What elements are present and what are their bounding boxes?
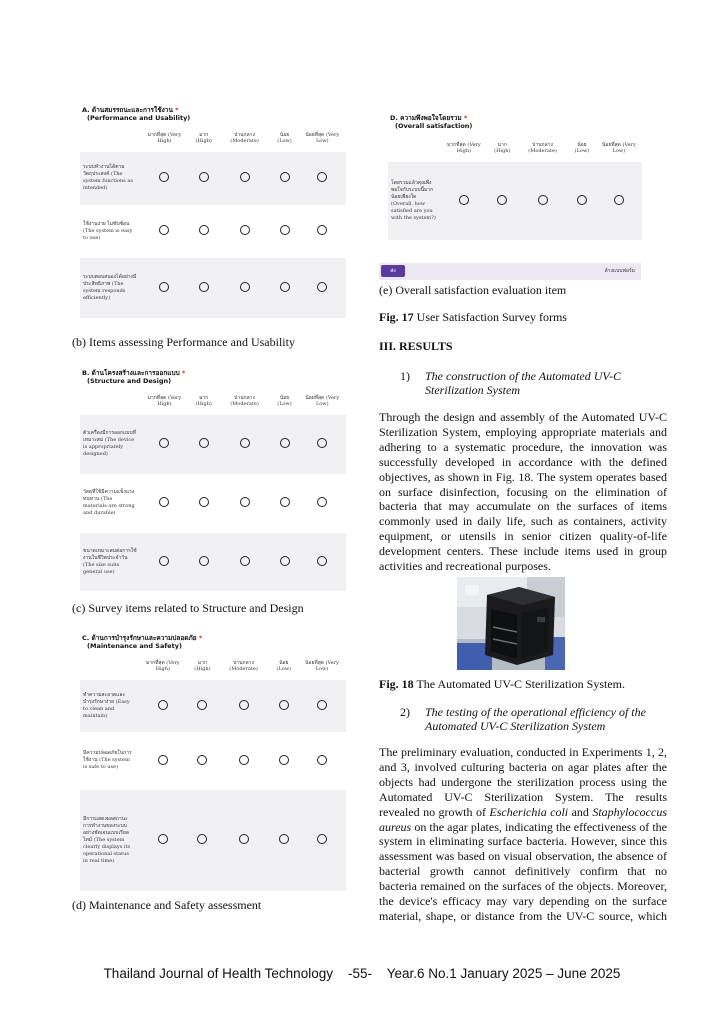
text-line: assessment was based on visual observation, the absence of bbox=[379, 849, 667, 864]
grid-row bbox=[80, 150, 346, 206]
radio-button[interactable] bbox=[159, 282, 169, 292]
text-line: objectives, as shown in Fig. 18. The system operates based bbox=[379, 469, 667, 484]
scale-header: มาก (High) bbox=[195, 395, 212, 408]
radio-button[interactable] bbox=[159, 172, 169, 182]
radio-button[interactable] bbox=[240, 172, 250, 182]
subsection-heading-1: 1) The construction of the Automated UV-C Sterilization System bbox=[400, 369, 622, 397]
text-line: successfully developed in accordance with the defined bbox=[379, 454, 667, 469]
text-line: bacteria remained on the surfaces of the objects. Moreover, bbox=[379, 879, 667, 894]
grid-row bbox=[80, 733, 346, 788]
radio-button[interactable] bbox=[199, 225, 209, 235]
grid-header-row bbox=[80, 130, 346, 150]
text-line: Automated UV-C Sterilization System. The results bbox=[379, 789, 667, 804]
radio-button[interactable] bbox=[240, 282, 250, 292]
scale-header: ปานกลาง (Moderate) bbox=[229, 660, 258, 673]
rating-grid bbox=[80, 658, 346, 891]
radio-button[interactable] bbox=[159, 225, 169, 235]
grid-row-label: ขนาดเหมาะสมต่อการใช้งานในชีวิตประจำวัน (The size suits general use) bbox=[80, 531, 140, 591]
form-title: B. ด้านโครงสร้างและการออกแบบ * (Structure and Design) bbox=[82, 369, 186, 386]
grid-row-label: วัสดุที่ใช้มีความแข็งแรง ทนทาน (The materials are strong and durable) bbox=[80, 475, 140, 531]
radio-button[interactable] bbox=[158, 755, 168, 765]
radio-button[interactable] bbox=[317, 700, 327, 710]
survey-form-overall bbox=[388, 112, 642, 244]
text-line: the device's efficacy may vary depending on the surface bbox=[379, 894, 667, 909]
scale-header: น้อย (Low) bbox=[574, 142, 590, 155]
radio-button[interactable] bbox=[199, 282, 209, 292]
form-subtitle: (Structure and Design) bbox=[87, 377, 172, 386]
text-line: on surface disinfection, focusing on the elimination of bbox=[379, 484, 667, 499]
radio-button[interactable] bbox=[240, 438, 250, 448]
radio-button[interactable] bbox=[158, 700, 168, 710]
radio-button[interactable] bbox=[317, 556, 327, 566]
radio-button[interactable] bbox=[280, 438, 290, 448]
grid-row-label: ทำความสะอาดและบำรุงรักษาง่าย (Easy to clean and maintain) bbox=[80, 678, 138, 733]
scale-header: ปานกลาง (Moderate) bbox=[528, 142, 557, 155]
submit-button[interactable]: ส่ง bbox=[381, 265, 405, 277]
radio-button[interactable] bbox=[240, 556, 250, 566]
caption-c: (c) Survey items related to Structure and Design bbox=[72, 601, 304, 615]
grid-row bbox=[80, 531, 346, 591]
scale-header: ปานกลาง (Moderate) bbox=[230, 132, 259, 145]
paragraph-testing bbox=[379, 745, 667, 924]
grid-row-label: ระบบทำงานได้ตามวัตถุประสงค์ (The system functions as intended) bbox=[80, 150, 140, 206]
scale-header: น้อยที่สุด (Very Low) bbox=[305, 660, 339, 673]
grid-row bbox=[388, 160, 642, 240]
text-line: activities and recreational purposes. bbox=[379, 559, 551, 574]
scale-header: มากที่สุด (Very High) bbox=[145, 660, 180, 673]
radio-button[interactable] bbox=[317, 282, 327, 292]
radio-button[interactable] bbox=[240, 497, 250, 507]
scale-header: มากที่สุด (Very High) bbox=[447, 142, 481, 155]
radio-button[interactable] bbox=[280, 282, 290, 292]
grid-row-label: ระบบตอบสนองได้อย่างมีประสิทธิภาพ (The system responds efficiently) bbox=[80, 256, 140, 318]
grid-header-row bbox=[388, 140, 642, 160]
text-line: system in eliminating surface bacteria. However, since this bbox=[379, 834, 667, 849]
radio-button[interactable] bbox=[577, 195, 587, 205]
rating-grid bbox=[80, 130, 346, 318]
radio-button[interactable] bbox=[614, 195, 624, 205]
caption-e: (e) Overall satisfaction evaluation item bbox=[379, 283, 567, 297]
text-line: material, shape, or distance from the UV-C source, which bbox=[379, 908, 667, 923]
caption-b: (b) Items assessing Performance and Usability bbox=[72, 335, 295, 349]
scale-header: น้อยที่สุด (Very Low) bbox=[305, 132, 340, 145]
radio-button[interactable] bbox=[240, 225, 250, 235]
grid-header-row bbox=[80, 658, 346, 678]
text-line: adhering to a systematic procedure, the innovation was bbox=[379, 439, 667, 454]
scale-header: ปานกลาง (Moderate) bbox=[230, 395, 259, 408]
text-line: bacterial growth cannot definitively confirm that no bbox=[379, 864, 667, 879]
page-footer: Thailand Journal of Health Technology -55- Year.6 No.1 January 2025 – June 2025 bbox=[103, 966, 621, 981]
radio-button[interactable] bbox=[159, 497, 169, 507]
figure-17-caption: Fig. 17 User Satisfaction Survey forms bbox=[379, 310, 567, 324]
survey-form-performance bbox=[80, 100, 346, 328]
text-line: Sterilization System, employing appropriate materials and bbox=[379, 424, 667, 439]
grid-row bbox=[80, 788, 346, 891]
radio-button[interactable] bbox=[317, 172, 327, 182]
scale-header: มากที่สุด (Very High) bbox=[147, 395, 182, 408]
radio-button[interactable] bbox=[239, 834, 249, 844]
text-line: development centers. These include items used in group bbox=[379, 544, 667, 559]
radio-button[interactable] bbox=[317, 438, 327, 448]
radio-button[interactable] bbox=[497, 195, 507, 205]
radio-button[interactable] bbox=[158, 834, 168, 844]
grid-header-row bbox=[80, 393, 346, 413]
grid-row bbox=[80, 256, 346, 318]
radio-button[interactable] bbox=[280, 172, 290, 182]
grid-row bbox=[80, 475, 346, 531]
section-heading: III. RESULTS bbox=[379, 339, 453, 353]
radio-button[interactable] bbox=[317, 225, 327, 235]
grid-row-label: มีความปลอดภัยในการใช้งาน (The system is safe to use) bbox=[80, 733, 138, 788]
radio-button[interactable] bbox=[279, 755, 289, 765]
clear-form-link[interactable]: ล้างแบบฟอร์ม bbox=[604, 268, 635, 274]
radio-button[interactable] bbox=[197, 700, 207, 710]
radio-button[interactable] bbox=[197, 834, 207, 844]
radio-button[interactable] bbox=[199, 172, 209, 182]
radio-button[interactable] bbox=[317, 755, 327, 765]
radio-button[interactable] bbox=[197, 755, 207, 765]
scale-header: มาก (High) bbox=[494, 142, 511, 155]
text-line: equipment, or utensils in senior citizen quality-of-life bbox=[379, 529, 667, 544]
survey-form-maintenance bbox=[80, 628, 346, 894]
form-subtitle: (Overall satisfaction) bbox=[395, 122, 473, 131]
text-line: Through the design and assembly of the Automated UV-C bbox=[379, 410, 667, 424]
rating-grid bbox=[80, 393, 346, 591]
radio-button[interactable] bbox=[459, 195, 469, 205]
text-line: revealed no growth of Escherichia coli and Staphylococcus bbox=[379, 804, 667, 819]
form-title: D. ความพึงพอใจโดยรวม * (Overall satisfaction) bbox=[390, 114, 473, 131]
scale-header: น้อย (Low) bbox=[277, 132, 292, 145]
scale-header: มาก (High) bbox=[195, 132, 212, 145]
text-line: commonly used in daily life, such as containers, activity bbox=[379, 514, 667, 529]
grid-row-label: ใช้งานง่าย ไม่ซับซ้อน (The system is easy to use) bbox=[80, 206, 140, 256]
scale-header: น้อย (Low) bbox=[276, 660, 292, 673]
radio-button[interactable] bbox=[538, 195, 548, 205]
grid-row bbox=[80, 206, 346, 256]
radio-button[interactable] bbox=[279, 834, 289, 844]
radio-button[interactable] bbox=[239, 755, 249, 765]
scale-header: น้อยที่สุด (Very Low) bbox=[305, 395, 340, 408]
radio-button[interactable] bbox=[159, 556, 169, 566]
grid-row bbox=[80, 413, 346, 475]
radio-button[interactable] bbox=[199, 438, 209, 448]
radio-button[interactable] bbox=[279, 700, 289, 710]
scale-header: น้อยที่สุด (Very Low) bbox=[601, 142, 636, 155]
form-title: A. ด้านสมรรถนะและการใช้งาน * (Performance and Usability) bbox=[82, 106, 191, 123]
radio-button[interactable] bbox=[199, 556, 209, 566]
radio-button[interactable] bbox=[280, 497, 290, 507]
radio-button[interactable] bbox=[280, 225, 290, 235]
text-line: The preliminary evaluation, conducted in Experiments 1, 2, bbox=[379, 745, 667, 759]
scale-header: มาก (High) bbox=[194, 660, 211, 673]
radio-button[interactable] bbox=[280, 556, 290, 566]
text-line: bacteria that may accumulate on the surfaces of items bbox=[379, 499, 667, 514]
scale-header: มากที่สุด (Very High) bbox=[147, 132, 182, 145]
form-subtitle: (Maintenance and Safety) bbox=[87, 642, 182, 651]
text-line: objects had undergone the sterilization process using the bbox=[379, 774, 667, 789]
figure-18-caption: Fig. 18 The Automated UV-C Sterilization System. bbox=[379, 677, 625, 691]
survey-form-structure bbox=[80, 363, 346, 598]
form-subtitle: (Performance and Usability) bbox=[87, 114, 191, 123]
text-line: and 3, involved culturing bacteria on agar plates after the bbox=[379, 759, 667, 774]
radio-button[interactable] bbox=[199, 497, 209, 507]
text-line: aureus on the agar plates, indicating the effectiveness of the bbox=[379, 819, 667, 834]
subsection-heading-2: 2) The testing of the operational efficiency of the Automated UV-C Sterilization System bbox=[400, 705, 646, 733]
caption-d: (d) Maintenance and Safety assessment bbox=[72, 898, 262, 912]
grid-row bbox=[80, 678, 346, 733]
rating-grid bbox=[388, 140, 642, 240]
uv-c-system-photo bbox=[457, 577, 565, 670]
grid-row-label: ตัวเครื่องมีการออกแบบที่เหมาะสม (The device is appropriately designed) bbox=[80, 413, 140, 475]
grid-row-label: โดยรวมแล้วคุณพึงพอใจกับระบบนี้มากน้อยเพียงใด (Overall, how satisfied are you with the system?) bbox=[388, 160, 440, 240]
radio-button[interactable] bbox=[159, 438, 169, 448]
form-footer-bar bbox=[379, 263, 641, 280]
form-title: C. ด้านการบำรุงรักษาและความปลอดภัย * (Maintenance and Safety) bbox=[82, 634, 203, 651]
paragraph-construction bbox=[379, 410, 667, 574]
radio-button[interactable] bbox=[317, 834, 327, 844]
radio-button[interactable] bbox=[239, 700, 249, 710]
scale-header: น้อย (Low) bbox=[277, 395, 292, 408]
grid-row-label: มีการแสดงผลสถานะการทำงานของระบบอย่างชัดเจนแบบเรียลไทม์ (The system clearly displays its operational status in real time) bbox=[80, 788, 138, 891]
radio-button[interactable] bbox=[317, 497, 327, 507]
